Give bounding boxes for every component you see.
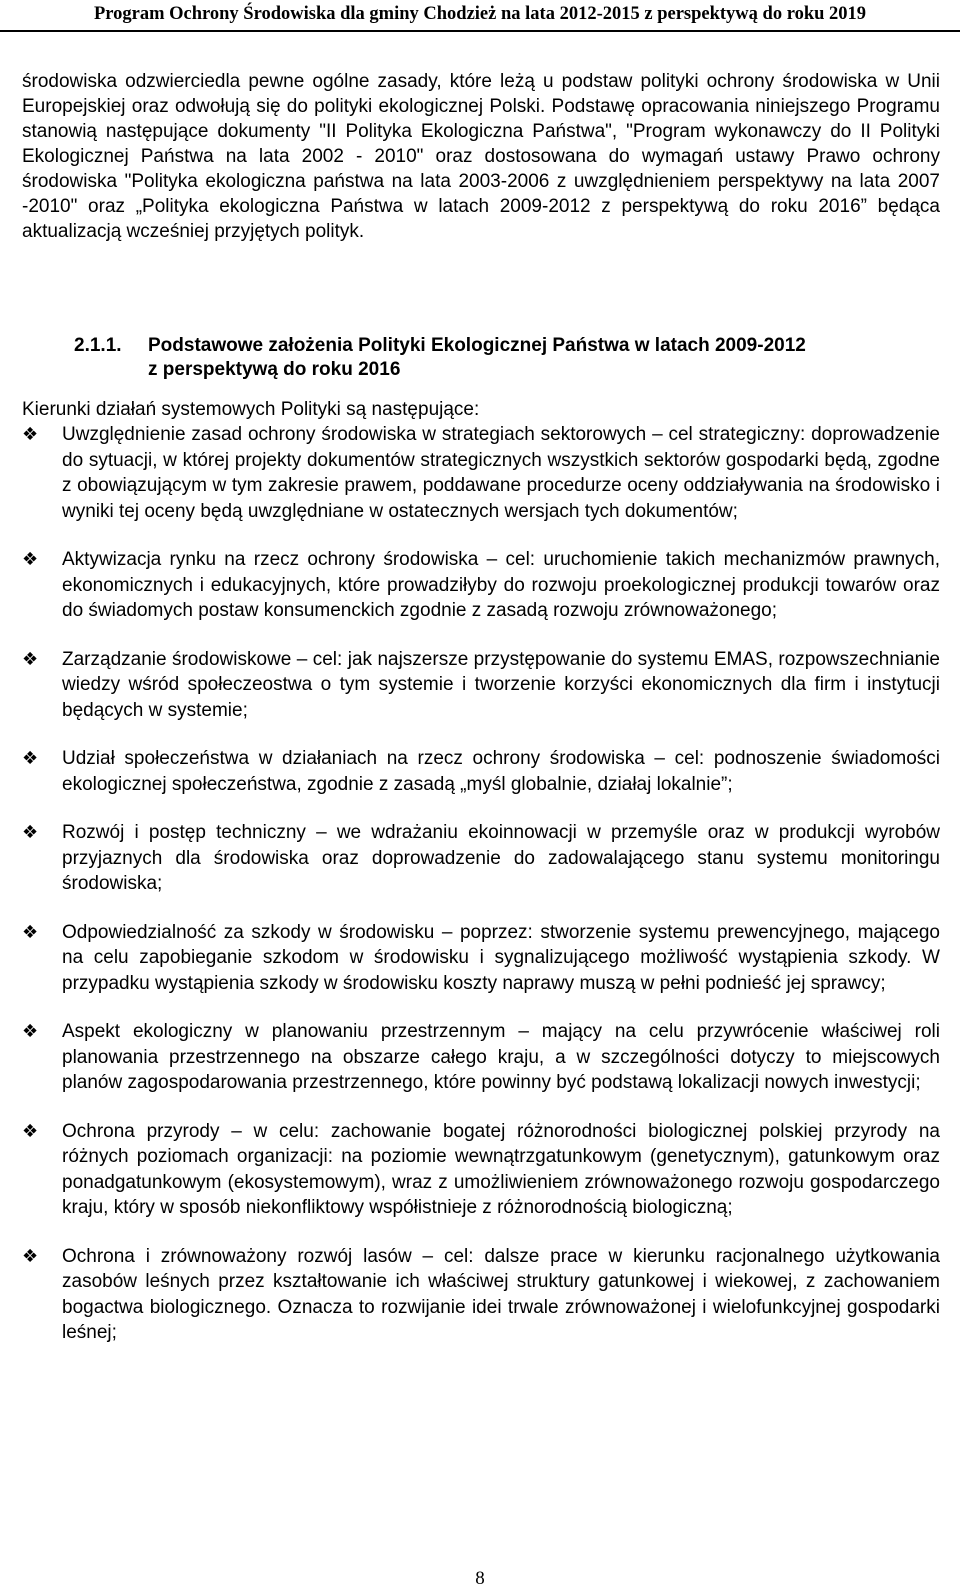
section-lead: Kierunki działań systemowych Polityki są następujące: [22,399,480,420]
diamond-bullet-icon: ❖ [22,424,39,445]
diamond-bullet-icon: ❖ [22,748,39,769]
list-item-text: Ochrona i zrównoważony rozwój lasów – cel: dalsze prace w kierunku racjonalnego użytkowania zasobów leśnych przez kształtowanie ich właściwej struktury gatunkowej i wiekowej, z zachowaniem bogactwa biologicznego. Oznacza to rozwijanie idei trwale zrównoważonej i wielofunkcyjnej gospodarki leśnej; [62,1245,940,1343]
header-divider [0,30,960,32]
list-item [22,1244,940,1346]
list-item-text: Udział społeczeństwa w działaniach na rzecz ochrony środowiska – cel: podnoszenie świadomości ekologicznej społeczeństwa, zgodnie z zasadą „myśl globalnie, działaj lokalnie”; [62,748,940,795]
diamond-bullet-icon: ❖ [22,549,39,570]
list-item [22,820,940,897]
list-item-text: Aspekt ekologiczny w planowaniu przestrzennym – mający na celu przywrócenie właściwej roli planowania przestrzennego na obszarze całego kraju, a w szczególności dotyczy to miejscowych planów zagospodarowania przestrzennego, które powinny być podstawą lokalizacji nowych inwestycji; [62,1021,940,1093]
list-item [22,920,940,997]
diamond-bullet-icon: ❖ [22,648,39,670]
page-number: 8 [475,1568,485,1589]
list-item-text: Rozwój i postęp techniczny – we wdrażaniu ekoinnowacji w przemyśle oraz w produkcji wyrobów przyjaznych dla środowiska oraz doprowadzenie do zadowalającego stanu systemu monitoringu środowiska; [62,822,940,894]
diamond-bullet-icon: ❖ [22,921,39,943]
list-item-text: Odpowiedzialność za szkody w środowisku – poprzez: stworzenie systemu prewencyjnego, mającego na celu zapobieganie szkodom w środowisku i sygnalizującego możliwość wystąpienia szkody. W przypadku wystąpienia szkody w środowisku koszty naprawy muszą w pełni podnieść jej sprawcy; [62,921,940,994]
list-item [22,422,940,524]
list-item [22,547,940,624]
diamond-bullet-icon: ❖ [22,1120,39,1142]
list-item-text: Uwzględnienie zasad ochrony środowiska w strategiach sektorowych – cel strategiczny: doprowadzenie do sytuacji, w której projekty dokumentów strategicznych wszystkich sektorów gospodarki będą, zgodne z obowiązującym w tym zakresie prawem, poddawane procedurze oceny oddziaływania na środowisko i wyniki tej oceny będą uwzględniane w ostatecznych wersjach tych dokumentów; [62,424,940,522]
diamond-bullet-icon: ❖ [22,822,39,843]
diamond-bullet-icon: ❖ [22,1245,39,1267]
list-item-text: Zarządzanie środowiskowe – cel: jak najszersze przystępowanie do systemu EMAS, rozpowszechnianie wiedzy wśród społeczeostwa o tym systemie i tworzenie korzyści ekonomicznych dla firm i instytucji będących w systemie; [62,648,940,721]
directions-list [22,422,940,1369]
list-item-text: Aktywizacja rynku na rzecz ochrony środowiska – cel: uruchomienie takich mechanizmów prawnych, ekonomicznych i edukacyjnych, które prowadziłyby do rozwoju proekologicznej produkcji towarów oraz do świadomych postaw konsumenckich zgodnie z zasadą rozwoju zrównoważonego; [62,549,940,621]
list-item [22,746,940,797]
section-heading [74,334,940,382]
list-item [22,1119,940,1221]
section-title-line1: Podstawowe założenia Polityki Ekologicznej Państwa w latach 2009-2012 [148,335,806,356]
diamond-bullet-icon: ❖ [22,1021,39,1042]
section-number: 2.1.1. [74,335,122,356]
list-item-text: Ochrona przyrody – w celu: zachowanie bogatej różnorodności biologicznej polskiej przyrody na różnych poziomach organizacji: na poziomie wewnątrzgatunkowym (genetycznym), gatunkowym oraz ponadgatunkowym (ekosystemowym), wraz z umożliwieniem zrównoważonego rozwoju gospodarczego kraju, który w sposób niekonfliktowy współistnieje z różnorodnością biologiczną; [62,1120,940,1218]
list-item [22,647,940,724]
intro-paragraph: środowiska odzwierciedla pewne ogólne zasady, które leżą u podstaw polityki ochrony środowiska w Unii Europejskiej oraz odwołują się do polityki ekologicznej Polski. Podstawę opracowania niniejszego Programu stanowią następujące dokumenty "II Polityka Ekologiczna Państwa", "Program wykonawczy do II Polityki Ekologicznej Państwa na lata 2002 - 2010" oraz dostosowana do wymagań ustawy Prawo ochrony środowiska "Polityka ekologiczna państwa na lata 2003-2006 z uwzględnieniem perspektywy na lata 2007 -2010" oraz „Polityka ekologiczna Państwa w latach 2009-2012 z perspektywą do roku 2016” będąca aktualizacją wcześniej przyjętych polityk. [22,71,940,242]
list-item [22,1019,940,1096]
document-header: Program Ochrony Środowiska dla gminy Chodzież na lata 2012-2015 z perspektywą do roku 2019 [93,4,867,24]
section-title-line2: z perspektywą do roku 2016 [148,359,401,380]
